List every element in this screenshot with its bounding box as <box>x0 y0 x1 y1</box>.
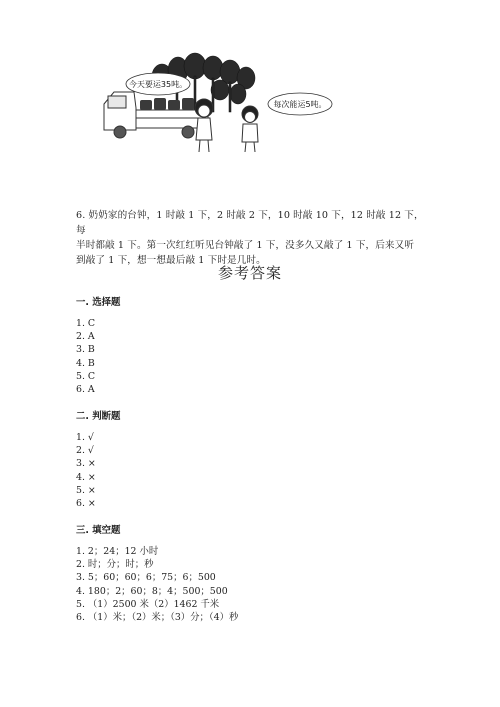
answer-list-judgement <box>76 431 96 510</box>
problem-line: 半时都敲 1 下。第一次红红听见台钟敲了 1 下，没多久又敲了 1 下，后来又听 <box>76 240 415 251</box>
list-item: 3. 5；60；60；6；75；6；500 <box>76 572 216 584</box>
problem-line: 到敲了 1 下，想一想最后敲 1 下时是几时。 <box>76 255 266 266</box>
list-item: 6. （1）米；（2）米；（3）分；（4）秒 <box>76 612 239 624</box>
list-item: 2. A <box>76 331 95 343</box>
list-item: 5. × <box>76 484 96 496</box>
list-item: 1. 2；24；12 小时 <box>76 546 159 557</box>
section-heading-judgement: 二. 判断题 <box>76 411 121 422</box>
list-item: 4. B <box>76 357 95 369</box>
section-heading-fill: 三. 填空题 <box>76 525 121 536</box>
list-item: 4. × <box>76 471 96 483</box>
truck-illustration <box>100 48 340 158</box>
answers-title: 参考答案 <box>217 264 282 282</box>
list-item: 6. A <box>76 384 95 396</box>
list-item: 3. × <box>76 458 96 470</box>
list-item: 1. C <box>76 318 96 329</box>
svg-text:今天要运35吨。: 今天要运35吨。 <box>128 80 188 89</box>
girl-figure <box>195 99 213 152</box>
section-heading-choice: 一. 选择题 <box>76 297 121 308</box>
answer-list-fill <box>76 545 238 624</box>
list-item: 6. × <box>76 498 96 510</box>
problem-line: 6. 奶奶家的台钟，1 时敲 1 下，2 时敲 2 下，10 时敲 10 下，12 时敲 12 下，每 <box>76 210 424 236</box>
list-item: 1. √ <box>76 432 94 443</box>
cargo <box>140 98 194 110</box>
list-item: 4. 180；2；60；8；4；500；500 <box>76 585 228 597</box>
list-item: 5. C <box>76 370 96 382</box>
list-item: 2. √ <box>76 445 94 457</box>
list-item: 5. （1）2500 米（2）1462 千米 <box>76 598 220 610</box>
speech-bubble-left <box>126 73 190 95</box>
problem-6 <box>76 208 426 268</box>
list-item: 2. 时；分；时；秒 <box>76 559 154 571</box>
answer-list-choice <box>76 317 95 396</box>
svg-text:每次能运5吨。: 每次能运5吨。 <box>273 100 327 109</box>
boy-figure <box>242 106 258 152</box>
speech-bubble-right <box>268 93 332 115</box>
list-item: 3. B <box>76 344 95 356</box>
